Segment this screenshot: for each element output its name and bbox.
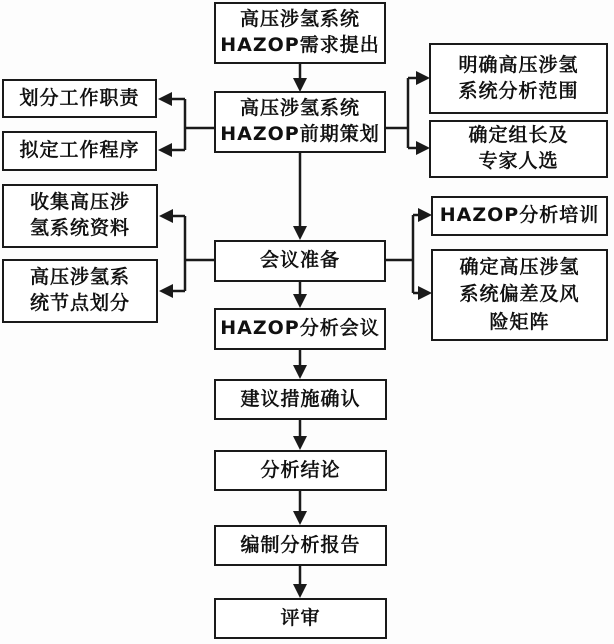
node-collect-system-data <box>2 184 158 248</box>
node-label-line: 收集高压涉 <box>29 191 130 214</box>
node-label-line: 分析结论 <box>260 458 341 481</box>
node-label-line: 编制分析报告 <box>240 533 361 556</box>
node-label-line: HAZOP前期策划 <box>220 123 380 145</box>
node-label-line: 高压涉氢系 <box>29 266 130 289</box>
arrow-conclusion-to-report <box>293 491 307 525</box>
arrow-measures-to-conclusion <box>293 420 307 450</box>
node-analysis-report <box>214 525 387 566</box>
node-divide-duties <box>2 79 157 118</box>
node-label-line: 划分工作职责 <box>19 86 140 109</box>
node-label-line: HAZOP分析会议 <box>220 317 380 340</box>
node-label-line: 专家人选 <box>478 150 559 172</box>
branch-planning-to-duty-and-procedure <box>158 92 214 157</box>
node-draft-procedures <box>2 131 157 171</box>
branch-prep-to-collect-and-node-division <box>159 209 214 298</box>
node-meeting-preparation <box>214 240 386 282</box>
node-measure-confirmation <box>214 379 387 420</box>
node-analysis-conclusion <box>214 450 387 491</box>
node-label-line: HAZOP分析培训 <box>439 204 600 227</box>
branch-prep-to-training-and-deviation <box>386 208 432 300</box>
node-hazop-training <box>431 196 608 236</box>
node-hazop-requirement <box>214 2 386 64</box>
branch-planning-to-scope-and-leader <box>386 71 430 155</box>
node-label-line: 建议措施确认 <box>240 387 361 410</box>
arrow-hazop-meeting-to-measures <box>293 350 307 379</box>
node-label-line: 险矩阵 <box>489 310 550 333</box>
node-system-node-division <box>2 259 158 323</box>
node-label-line: 氢系统资料 <box>29 217 130 239</box>
arrow-planning-to-meeting-prep <box>293 153 307 240</box>
node-label-line: 拟定工作程序 <box>19 139 140 162</box>
node-label-line: 明确高压涉氢 <box>458 53 579 76</box>
node-label-line: 高压涉氢系统 <box>239 97 360 120</box>
node-label-line: 确定高压涉氢 <box>459 255 580 278</box>
node-hazop-pre-planning <box>214 91 386 153</box>
node-label-line: 系统偏差及风 <box>459 283 580 306</box>
node-label-line: 高压涉氢系统 <box>239 8 360 31</box>
node-hazop-analysis-meeting <box>214 308 386 350</box>
arrow-report-to-review <box>293 566 307 598</box>
node-review <box>214 598 387 639</box>
node-label-line: 统节点划分 <box>29 292 130 314</box>
node-deviation-risk-matrix <box>431 249 608 341</box>
node-define-analysis-scope <box>429 43 608 114</box>
arrow-requirement-to-planning <box>293 64 307 92</box>
node-label-line: 评审 <box>280 606 321 629</box>
node-label-line: HAZOP需求提出 <box>220 34 380 56</box>
node-label-line: 确定组长及 <box>468 124 569 147</box>
arrow-meeting-prep-to-hazop-meeting <box>293 282 307 308</box>
node-label-line: 系统分析范围 <box>458 79 579 102</box>
node-select-leader-and-experts <box>429 120 608 178</box>
node-label-line: 会议准备 <box>259 249 340 272</box>
